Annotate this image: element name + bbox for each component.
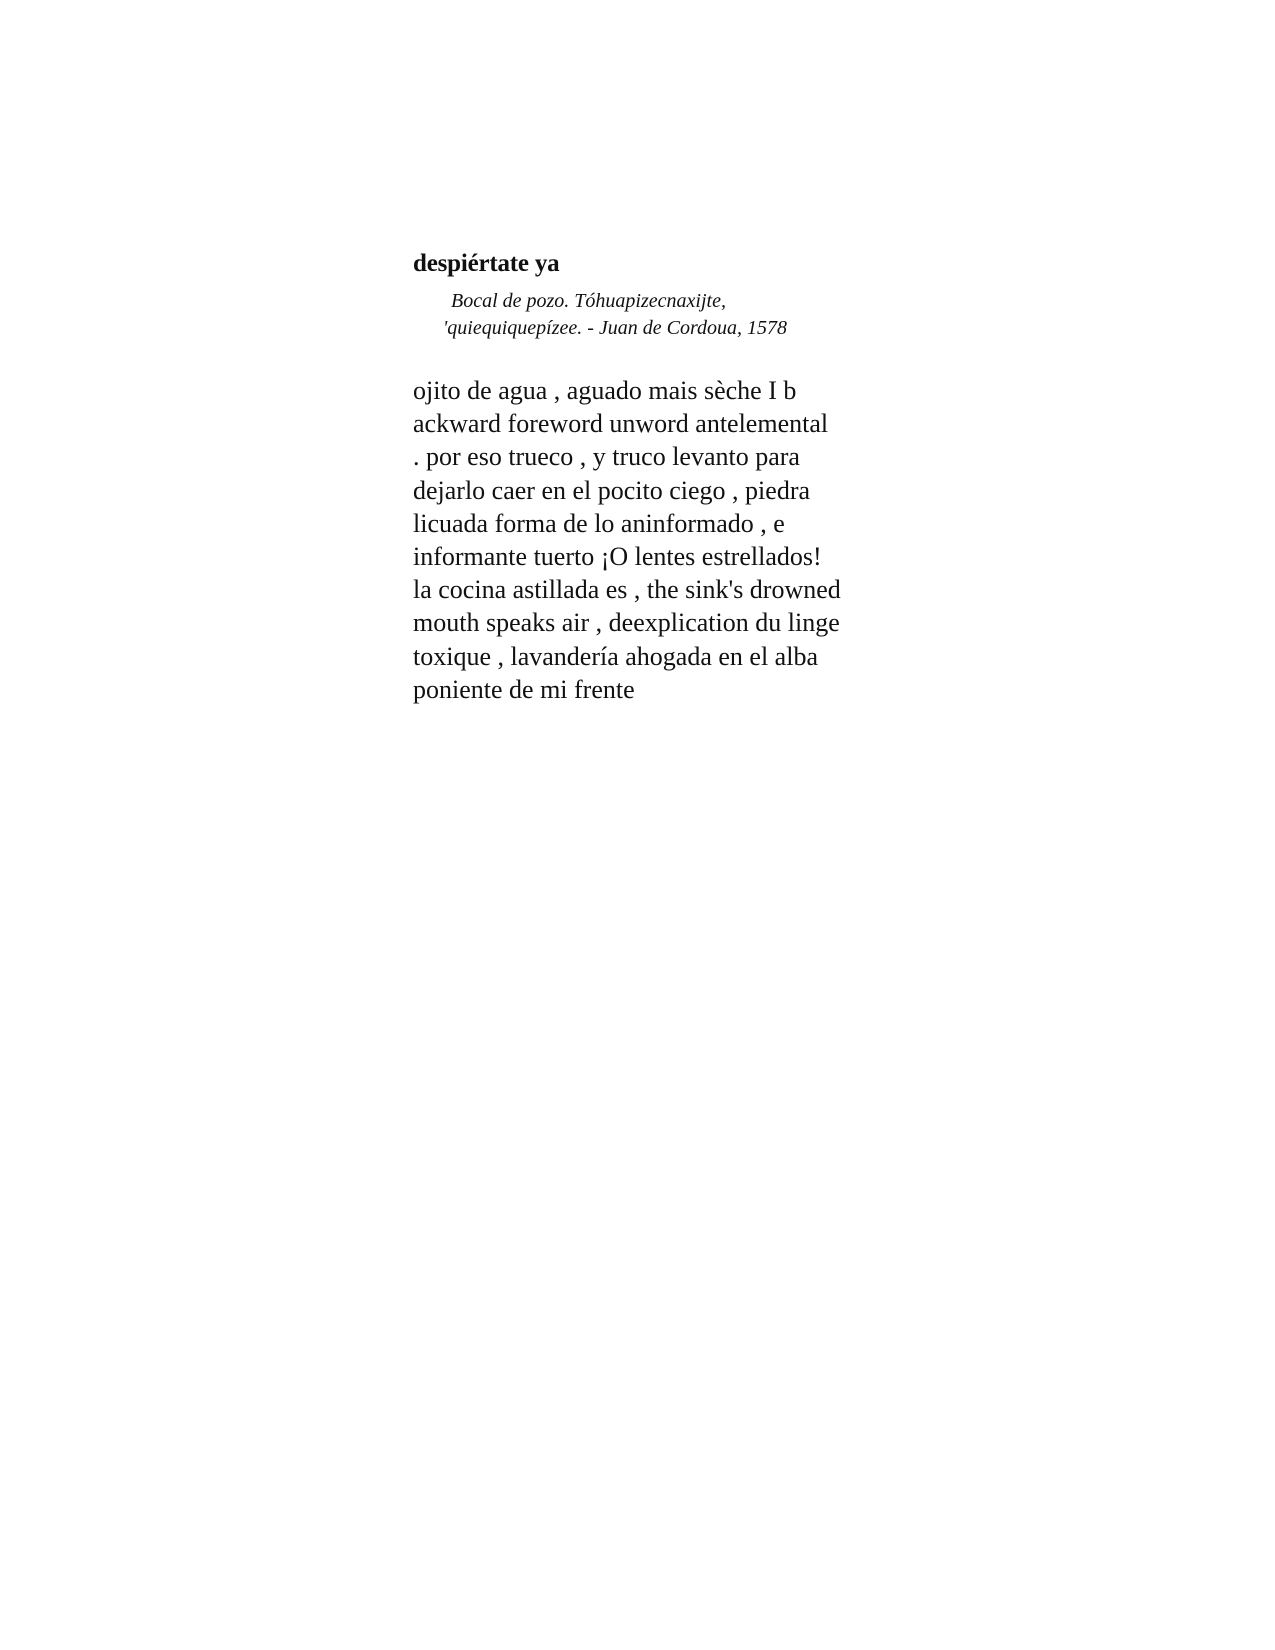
- poem-body: [413, 374, 841, 706]
- poem-line: ojito de agua , aguado mais sèche I b: [413, 376, 797, 405]
- epigraph-line: Bocal de pozo. Tóhuapizecnaxijte,: [451, 290, 726, 312]
- poem-line: la cocina astillada es , the sink's drowned: [413, 575, 841, 605]
- poem-line: ackward foreword unword antelemental: [413, 409, 829, 439]
- poem-line: dejarlo caer en el pocito ciego , piedra: [413, 475, 811, 505]
- poem-line: toxique , lavandería ahogada en el alba: [413, 641, 818, 671]
- epigraph-line: 'quiequiquepízee. - Juan de Cordoua, 1578: [443, 317, 788, 339]
- poem-title: despiértate ya: [413, 250, 560, 277]
- poem-line: . por eso trueco , y truco levanto para: [413, 442, 800, 472]
- poem-line: poniente de mi frente: [413, 674, 635, 704]
- poem-line: mouth speaks air , deexplication du linge: [413, 608, 840, 638]
- epigraph: [443, 288, 787, 342]
- poem-line: informante tuerto ¡O lentes estrellados!: [413, 541, 822, 571]
- poem-line: licuada forma de lo aninformado , e: [413, 508, 785, 538]
